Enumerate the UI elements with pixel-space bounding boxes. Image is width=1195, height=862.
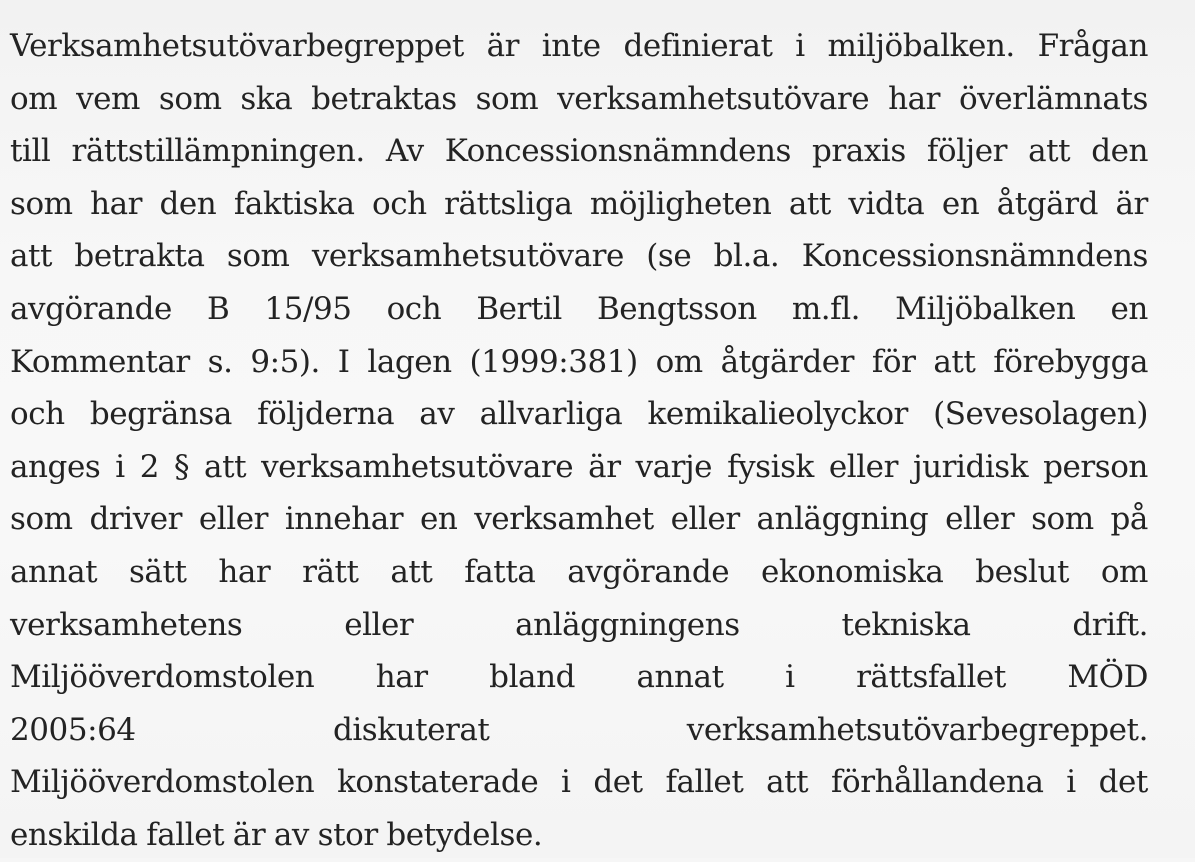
- word: eller: [670, 501, 740, 538]
- word: att: [766, 764, 809, 801]
- word: eller: [198, 501, 268, 538]
- word: rättsliga: [444, 185, 573, 222]
- word: anläggning: [756, 501, 929, 538]
- word: sätt: [128, 553, 187, 590]
- word: s.: [207, 343, 233, 380]
- word: om: [655, 343, 703, 380]
- word: den: [1091, 133, 1148, 170]
- word: begränsa: [89, 396, 232, 433]
- word: Kommentar: [10, 343, 190, 380]
- word: (Sevesolagen): [933, 396, 1148, 433]
- word: betydelse.: [386, 816, 543, 853]
- text-line: [10, 230, 1148, 283]
- text-line: [10, 809, 1148, 862]
- word: är: [1115, 185, 1148, 222]
- word: betrakta: [74, 238, 205, 275]
- word: enskilda: [10, 816, 138, 853]
- text-line: [10, 441, 1148, 494]
- word: Miljööverdomstolen: [10, 764, 315, 801]
- word: bl.a.: [713, 238, 780, 275]
- word: §: [174, 448, 190, 485]
- text-line: [10, 704, 1148, 757]
- text-line: [10, 73, 1148, 126]
- word: allvarliga: [479, 396, 623, 433]
- word: verksamhetsutövare: [311, 238, 624, 275]
- word: (se: [646, 238, 692, 275]
- word: ekonomiska: [760, 553, 944, 590]
- word: B: [207, 290, 230, 327]
- word: som: [226, 238, 290, 275]
- word: drift.: [1072, 606, 1148, 643]
- word: annat: [10, 553, 98, 590]
- word: i: [795, 28, 805, 64]
- word: lagen: [367, 343, 452, 380]
- word: möjligheten: [589, 185, 772, 222]
- word: annat: [636, 659, 724, 696]
- word: 2005:64: [10, 711, 136, 748]
- word: fallet: [665, 764, 744, 801]
- word: verksamhet: [474, 501, 654, 538]
- text-line: [10, 756, 1148, 809]
- word: som: [475, 80, 539, 117]
- word: har: [888, 80, 941, 117]
- word: Miljööverdomstolen: [10, 659, 315, 696]
- word: konstaterade: [337, 764, 539, 801]
- word: är: [232, 816, 266, 853]
- word: och: [386, 290, 442, 327]
- word: är: [486, 28, 520, 64]
- word: och: [372, 185, 427, 222]
- word: juridisk: [912, 448, 1029, 485]
- word: avgörande: [567, 553, 730, 590]
- word: varje: [635, 448, 713, 485]
- word: att: [10, 238, 53, 275]
- word: (1999:381): [469, 343, 638, 380]
- word: diskuterat: [332, 711, 490, 748]
- text-line: [10, 20, 1148, 73]
- word: verksamhetens: [10, 606, 243, 643]
- word: I: [337, 343, 350, 380]
- word: till: [10, 133, 51, 170]
- word: verksamhetsutövare: [261, 448, 574, 485]
- word: person: [1043, 448, 1148, 485]
- word: förhållandena: [831, 764, 1044, 801]
- word: följderna: [257, 396, 395, 433]
- word: Verksamhetsutövarbegreppet: [10, 28, 464, 64]
- text-line: [10, 125, 1148, 178]
- word: avgörande: [10, 290, 172, 327]
- word: verksamhetsutövare: [557, 80, 870, 117]
- word: 15/95: [264, 290, 352, 327]
- word: den: [159, 185, 217, 222]
- text-line: [10, 546, 1148, 599]
- word: Av: [385, 133, 424, 170]
- word: anläggningens: [515, 606, 740, 643]
- word: Frågan: [1037, 28, 1148, 64]
- word: verksamhetsutövarbegreppet.: [686, 711, 1148, 748]
- text-line: [10, 599, 1148, 652]
- word: Miljöbalken: [895, 290, 1076, 327]
- text-line: [10, 178, 1148, 231]
- text-line: [10, 493, 1148, 546]
- word: och: [10, 396, 65, 433]
- text-line: [10, 388, 1148, 441]
- word: att: [204, 448, 247, 485]
- word: att: [390, 553, 433, 590]
- word: i: [785, 659, 795, 696]
- word: fatta: [464, 553, 536, 590]
- word: en: [419, 501, 458, 538]
- word: Koncessionsnämndens: [444, 133, 791, 170]
- word: vem: [76, 80, 140, 117]
- word: på: [1110, 501, 1148, 538]
- word: Bengtsson: [596, 290, 757, 327]
- word: rättsfallet: [856, 659, 1006, 696]
- word: stor: [317, 816, 378, 853]
- word: en: [1110, 290, 1148, 327]
- word: som: [10, 185, 73, 222]
- word: driver: [89, 501, 183, 538]
- text-line: [10, 336, 1148, 389]
- word: praxis: [812, 133, 906, 170]
- word: rätt: [302, 553, 359, 590]
- word: att: [1028, 133, 1071, 170]
- word: åtgärd: [996, 185, 1098, 222]
- document-paragraph: [10, 20, 1148, 862]
- word: av: [273, 816, 309, 853]
- word: eller: [945, 501, 1015, 538]
- word: definierat: [623, 28, 773, 64]
- word: inte: [541, 28, 601, 64]
- word: att: [788, 185, 831, 222]
- text-line: [10, 651, 1148, 704]
- word: Koncessionsnämndens: [801, 238, 1148, 275]
- word: miljöbalken.: [827, 28, 1015, 64]
- word: ska: [240, 80, 293, 117]
- word: att: [933, 343, 976, 380]
- word: i: [561, 764, 571, 801]
- word: om: [10, 80, 58, 117]
- word: som: [10, 501, 73, 538]
- word: bland: [489, 659, 575, 696]
- word: i: [115, 448, 125, 485]
- word: av: [419, 396, 455, 433]
- word: MÖD: [1067, 659, 1148, 696]
- word: som: [158, 80, 222, 117]
- word: är: [588, 448, 621, 485]
- word: en: [941, 185, 980, 222]
- word: i: [1066, 764, 1076, 801]
- word: kemikalieolyckor: [647, 396, 908, 433]
- word: fysisk: [727, 448, 814, 485]
- word: det: [593, 764, 643, 801]
- word: har: [90, 185, 143, 222]
- word: eller: [828, 448, 898, 485]
- word: det: [1098, 764, 1148, 801]
- word: som: [1031, 501, 1094, 538]
- word: tekniska: [841, 606, 971, 643]
- word: m.fl.: [791, 290, 861, 327]
- word: faktiska: [233, 185, 355, 222]
- word: har: [375, 659, 428, 696]
- word: innehar: [284, 501, 404, 538]
- word: följer: [926, 133, 1007, 170]
- word: anges: [10, 448, 101, 485]
- word: 2: [139, 448, 160, 485]
- word: förebygga: [993, 343, 1148, 380]
- word: eller: [344, 606, 414, 643]
- word: har: [218, 553, 271, 590]
- word: rättstillämpningen.: [71, 133, 365, 170]
- word: åtgärder: [720, 343, 855, 380]
- text-line: [10, 283, 1148, 336]
- word: 9:5).: [250, 343, 320, 380]
- word: överlämnats: [958, 80, 1148, 117]
- word: vidta: [848, 185, 925, 222]
- word: beslut: [975, 553, 1069, 590]
- word: för: [871, 343, 916, 380]
- word: betraktas: [311, 80, 457, 117]
- word: fallet: [146, 816, 225, 853]
- word: Bertil: [476, 290, 562, 327]
- word: om: [1100, 553, 1148, 590]
